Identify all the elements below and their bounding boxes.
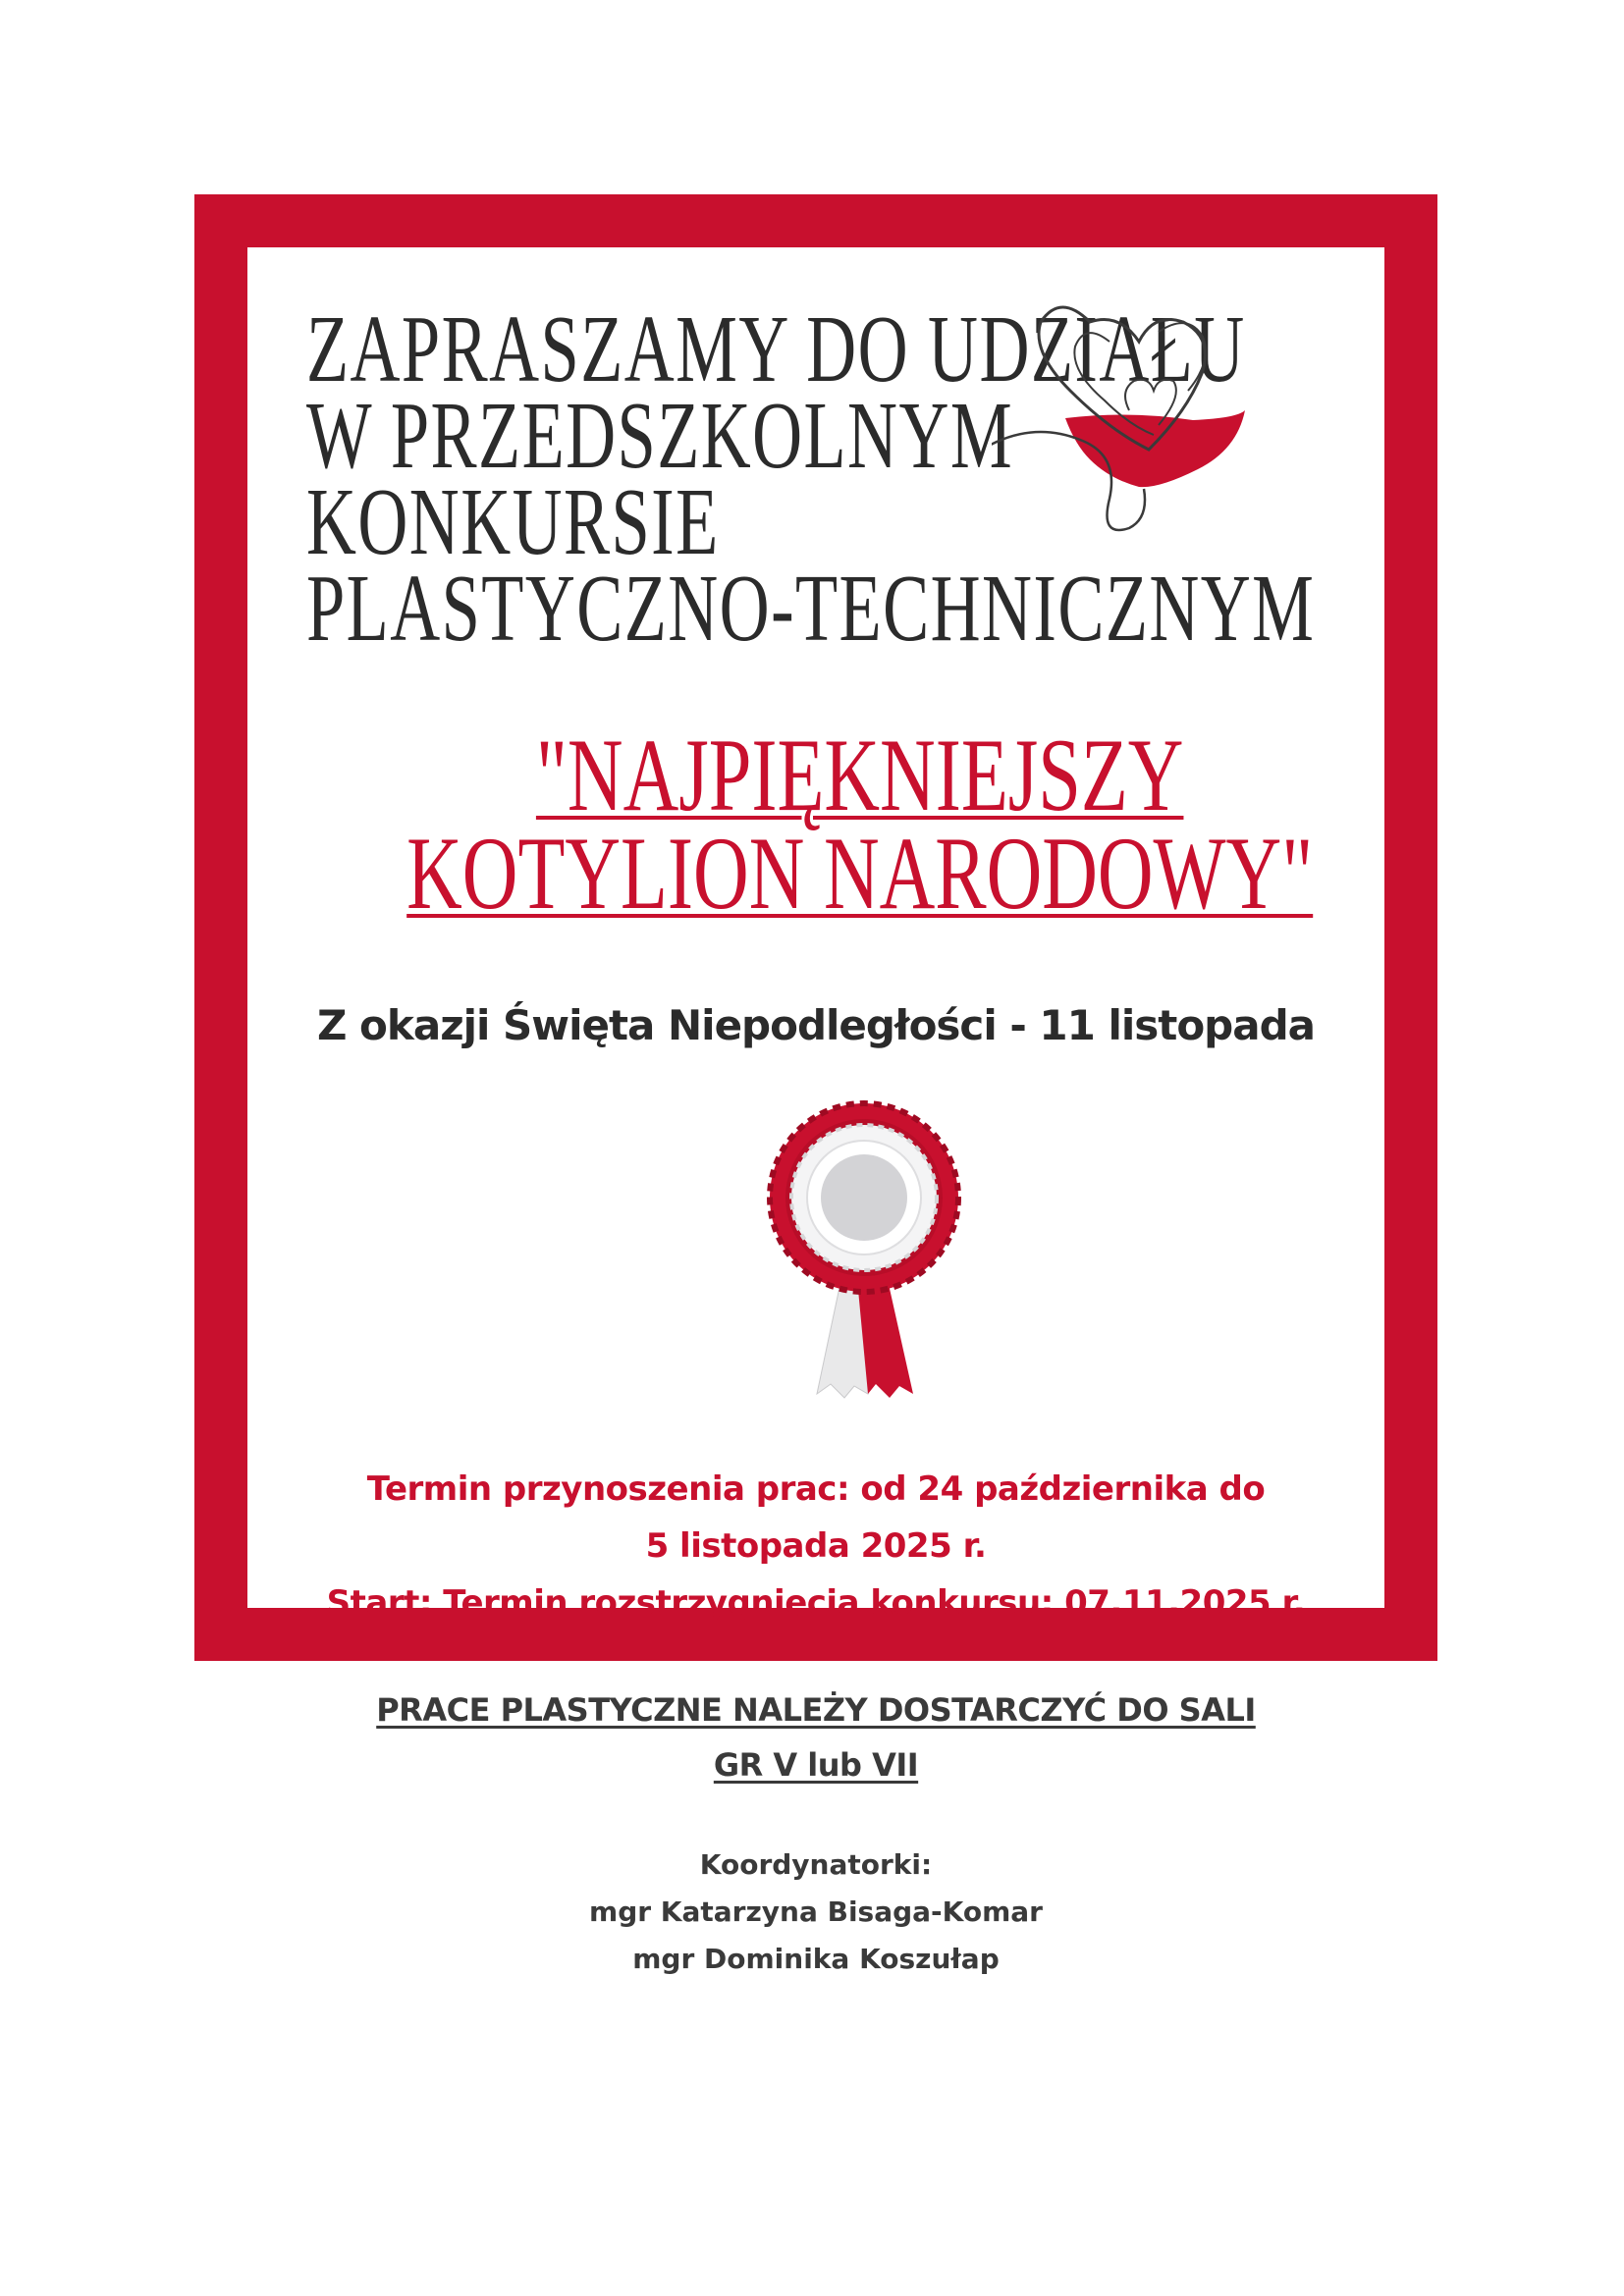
coordinator-name: mgr Dominika Koszułap xyxy=(632,1943,1000,1975)
contest-title-line: "NAJPIĘKNIEJSZY xyxy=(535,718,1184,832)
dates-line: Start: Termin rozstrzygnięcia konkursu: 07.11.2025 r. xyxy=(326,1583,1306,1623)
dates-line: Termin przynoszenia prac: od 24 października do xyxy=(366,1469,1266,1509)
coordinators-label: Koordynatorki: xyxy=(699,1848,933,1881)
delivery-line: PRACE PLASTYCZNE NALEŻY DOSTARCZYĆ DO SALI xyxy=(376,1691,1256,1729)
heading-line: PLASTYCZNO-TECHNICZNYM xyxy=(306,556,1316,662)
contest-title-line: KOTYLION NARODOWY" xyxy=(406,816,1314,931)
coordinator-name: mgr Katarzyna Bisaga-Komar xyxy=(589,1896,1043,1928)
coordinators xyxy=(247,1842,1384,1983)
delivery-info xyxy=(247,1682,1384,1792)
heading-line: W PRZEDSZKOLNYM xyxy=(306,383,1014,489)
occasion-text: Z okazji Święta Niepodległości - 11 listopada xyxy=(316,1001,1315,1049)
heading-line: ZAPRASZAMY DO UDZIAŁU xyxy=(306,296,1246,402)
delivery-line: GR V lub VII xyxy=(713,1746,919,1784)
heart-flag-icon xyxy=(992,243,1257,558)
heading-line: KONKURSIE xyxy=(306,469,720,575)
dates-line: 5 listopada 2025 r. xyxy=(645,1526,987,1566)
contest-title xyxy=(247,718,1384,931)
dates-info xyxy=(247,1461,1384,1631)
rosette-icon xyxy=(766,1099,962,1414)
